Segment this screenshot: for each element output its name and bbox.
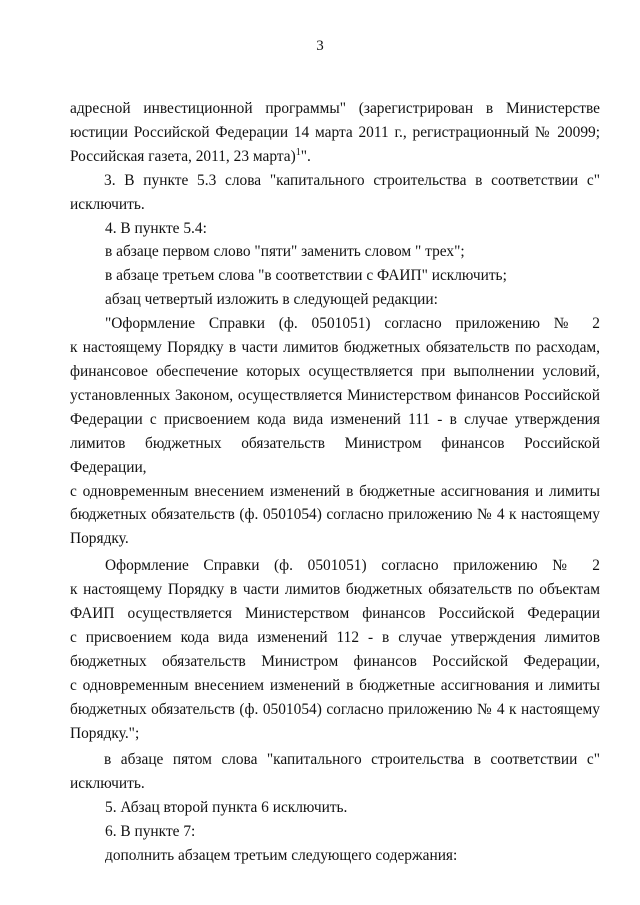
text-line: адресной инвестиционной программы" (зарегистрирован в Министерстве xyxy=(70,100,600,117)
paragraph-subitem xyxy=(70,748,600,796)
text-line: 5. Абзац второй пункта 6 исключить. xyxy=(105,799,348,817)
text-line: ФАИП осуществляется Министерством финансов Российской Федерации xyxy=(70,605,600,623)
text-line: дополнить абзацем третьим следующего содержания: xyxy=(105,847,458,865)
page-number: 3 xyxy=(316,38,324,54)
paragraph-subitem xyxy=(70,264,600,288)
text-line: с одновременным внесением изменений в бюджетные ассигнования и лимиты xyxy=(70,676,600,694)
text-line: Федерации с присвоением кода вида изменений 111 - в случае утверждения xyxy=(70,410,600,428)
text-line: с присвоением кода вида изменений 112 - в случае утверждения лимитов xyxy=(70,628,600,646)
text-line: Оформление Справки (ф. 0501051) согласно приложению № 2 xyxy=(105,557,600,575)
text-line: лимитов бюджетных обязательств Министром финансов Российской Федерации, xyxy=(70,434,600,476)
text-line: Порядку. xyxy=(70,530,129,548)
text-line: к настоящему Порядку в части лимитов бюджетных обязательств по расходам, xyxy=(70,339,600,357)
paragraph-item-3 xyxy=(70,169,600,217)
text-line: в абзаце первом слово "пяти" заменить словом " трех"; xyxy=(105,243,465,261)
text-line: бюджетных обязательств (ф. 0501054) согласно приложению № 4 к настоящему xyxy=(70,506,600,524)
text-line: с одновременным внесением изменений в бюджетные ассигнования и лимиты xyxy=(70,482,600,500)
text-line: 6. В пункте 7: xyxy=(105,823,196,841)
text-line: 3. В пункте 5.3 слова "капитального строительства в соответствии с" xyxy=(104,171,600,189)
text-line: юстиции Российской Федерации 14 марта 2011 г., регистрационный № 20099; xyxy=(70,123,600,141)
text-line: к настоящему Порядку в части лимитов бюджетных обязательств по объектам xyxy=(70,581,600,599)
paragraph-subitem xyxy=(70,240,600,264)
text-line: бюджетных обязательств (ф. 0501054) согласно приложению № 4 к настоящему xyxy=(70,700,600,718)
text-line: исключить. xyxy=(70,195,145,213)
text-line: установленных Законом, осуществляется Министерством финансов Российской xyxy=(70,386,600,404)
text-line: "Оформление Справки (ф. 0501051) согласно приложению № 2 xyxy=(105,315,600,333)
paragraph-quote-2 xyxy=(70,554,600,745)
text-fragment: ". xyxy=(300,147,311,165)
text-line: в абзаце пятом слова "капитального строительства в соответствии с" xyxy=(104,751,600,769)
text-line: бюджетных обязательств Министром финансов Российской Федерации, xyxy=(70,652,600,670)
text-line: 4. В пункте 5.4: xyxy=(105,219,207,237)
text-line: в абзаце третьем слова "в соответствии с ФАИП" исключить; xyxy=(105,267,507,285)
paragraph-subitem xyxy=(70,844,600,868)
paragraph-item-6 xyxy=(70,820,600,844)
paragraph-subitem xyxy=(70,288,600,312)
paragraph-continuation xyxy=(70,97,600,169)
text-line: Порядку."; xyxy=(70,724,140,742)
paragraph-item-5 xyxy=(70,796,600,820)
document-body xyxy=(70,97,600,868)
text-line: финансовое обеспечение которых осуществляется при выполнении условий, xyxy=(70,362,600,380)
text-fragment: Российская газета, 2011, 23 марта) xyxy=(70,147,296,165)
paragraph-quote-1 xyxy=(70,312,600,551)
text-line xyxy=(70,145,600,169)
text-line: исключить. xyxy=(70,775,145,793)
paragraph-item-4 xyxy=(70,217,600,241)
footnote-mark: 1 xyxy=(295,146,301,158)
text-line: абзац четвертый изложить в следующей редакции: xyxy=(105,291,438,309)
